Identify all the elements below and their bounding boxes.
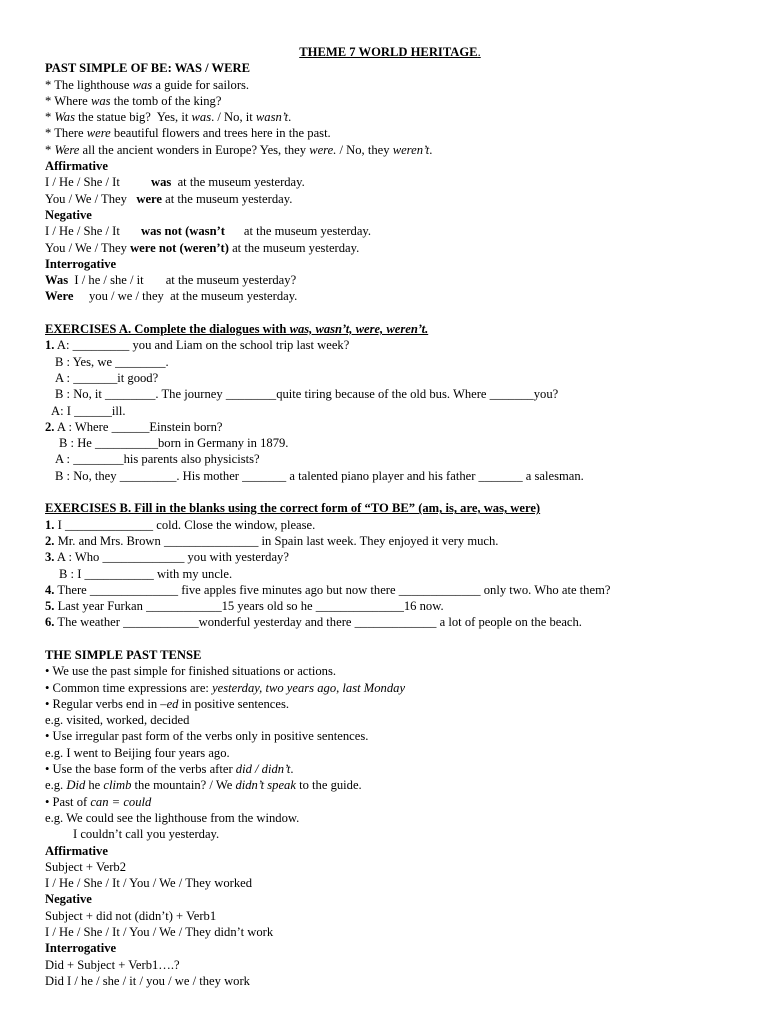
exercise-a-line: [45, 419, 735, 435]
be-text: *: [45, 110, 55, 125]
item-text: B : No, they _________. His mother _______ a talented piano player and his father _______ a salesman.: [55, 468, 584, 483]
be-text: all the ancient wonders in Europe? Yes, they: [79, 142, 310, 157]
italic-term: yesterday, two years ago: [212, 680, 337, 695]
item-text: I ______________ cold. Close the window, please.: [54, 517, 316, 532]
item-text: A : Where ______Einstein born?: [54, 419, 223, 434]
sp-text: e.g. visited, worked, decided: [45, 713, 190, 728]
be-text: * There: [45, 126, 87, 141]
item-number: 1.: [45, 517, 55, 532]
exercise-a-line: [45, 435, 735, 451]
simple-past-line: [45, 728, 735, 744]
item-text: Last year Furkan ____________15 years old so he ______________16 now.: [54, 599, 444, 614]
item-number: 4.: [45, 582, 55, 597]
exercise-a-heading: EXERCISES A. Complete the dialogues with was, wasn’t, were, weren’t.: [45, 322, 429, 337]
exercise-a-lines: [45, 337, 735, 484]
be-neg-line: I / He / She / It was not (wasn’t at the museum yesterday.: [45, 224, 372, 239]
exercise-b-line: [45, 566, 735, 582]
sp-neg-formula: Subject + did not (didn’t) + Verb1: [45, 908, 217, 923]
sp-text: the mountain? / We: [131, 778, 236, 793]
sp-interrogative-label: Interrogative: [45, 941, 117, 956]
be-neg-line: You / We / They were not (weren’t) at the museum yesterday.: [45, 240, 360, 255]
sp-aff-example: I / He / She / It / You / We / They worked: [45, 876, 253, 891]
item-number: 6.: [45, 615, 55, 630]
sp-text: he: [85, 778, 104, 793]
exercise-b-line: [45, 582, 735, 598]
be-negative-label: Negative: [45, 207, 92, 222]
sp-text: • Past of: [45, 794, 91, 809]
be-interrogative-label: Interrogative: [45, 256, 117, 271]
be-int-line: Was I / he / she / it at the museum yesterday?: [45, 273, 297, 288]
be-example-line: [45, 142, 735, 158]
sp-int-example: Did I / he / she / it / you / we / they work: [45, 973, 250, 988]
be-heading: PAST SIMPLE OF BE: WAS / WERE: [45, 61, 251, 76]
sp-text: • We use the past simple for finished situations or actions.: [45, 664, 337, 679]
item-text: The weather ____________wonderful yesterday and there _____________ a lot of people on the beach.: [54, 615, 582, 630]
exercise-b-heading: EXERCISES B. Fill in the blanks using the correct form of “TO BE” (am, is, are, was, were): [45, 501, 541, 516]
sp-text: ,: [336, 680, 343, 695]
italic-term: didn’t speak: [235, 778, 296, 793]
item-text: A : ________his parents also physicists?: [55, 452, 260, 467]
italic-term: –ed: [160, 696, 179, 711]
simple-past-line: [45, 794, 735, 810]
item-text: A : _______it good?: [55, 370, 159, 385]
be-text: * Where: [45, 93, 91, 108]
exercise-a-line: [45, 370, 735, 386]
exercise-b-line: [45, 533, 735, 549]
be-example-line: [45, 109, 735, 125]
item-text: B : He __________born in Germany in 1879.: [59, 436, 289, 451]
exercise-a-line: [45, 468, 735, 484]
simple-past-heading: THE SIMPLE PAST TENSE: [45, 647, 202, 662]
be-form: wasn’t: [255, 110, 289, 125]
italic-term: did / didn’t: [235, 762, 291, 777]
be-text: beautiful flowers and trees here in the past.: [110, 126, 331, 141]
be-example-line: [45, 93, 735, 109]
sp-text: .: [290, 762, 294, 777]
sp-text: to the guide.: [295, 778, 362, 793]
exercise-b-line: [45, 598, 735, 614]
simple-past-line: [45, 745, 735, 761]
item-text: B : I ___________ with my uncle.: [59, 566, 233, 581]
be-aff-line: I / He / She / It was at the museum yesterday.: [45, 175, 305, 190]
exercise-a-line: [45, 354, 735, 370]
sp-text: • Common time expressions are:: [45, 680, 213, 695]
be-text: *: [45, 142, 55, 157]
item-text: B : Yes, we ________.: [55, 354, 169, 369]
be-form: was: [132, 77, 153, 92]
be-text: a guide for sailors.: [152, 77, 250, 92]
be-form: were.: [309, 142, 337, 157]
item-text: A: I ______ill.: [51, 403, 126, 418]
be-form: was: [90, 93, 111, 108]
sp-text: e.g. We could see the lighthouse from the window.: [45, 810, 300, 825]
exercise-a-line: [45, 451, 735, 467]
be-example-line: [45, 125, 735, 141]
simple-past-line: [45, 696, 735, 712]
exercise-a-line: [45, 403, 735, 419]
sp-text: • Regular verbs end in: [45, 696, 161, 711]
sp-text: • Use the base form of the verbs after: [45, 762, 236, 777]
sp-text: e.g. I went to Beijing four years ago.: [45, 745, 230, 760]
be-text: .: [429, 142, 433, 157]
item-text: Mr. and Mrs. Brown _______________ in Spain last week. They enjoyed it very much.: [54, 533, 499, 548]
simple-past-lines: [45, 663, 735, 826]
be-form: Were: [54, 142, 80, 157]
be-text: .: [288, 110, 292, 125]
simple-past-line: [45, 761, 735, 777]
sp-negative-label: Negative: [45, 892, 92, 907]
simple-past-extra-example: I couldn’t call you yesterday.: [73, 827, 220, 842]
be-affirmative-label: Affirmative: [45, 159, 108, 174]
simple-past-line: [45, 777, 735, 793]
be-text: . / No, it: [211, 110, 256, 125]
italic-term: Did: [66, 778, 86, 793]
be-aff-line: You / We / They were at the museum yesterday.: [45, 191, 293, 206]
simple-past-line: [45, 680, 735, 696]
sp-neg-example: I / He / She / It / You / We / They didn’t work: [45, 925, 274, 940]
sp-affirmative-label: Affirmative: [45, 843, 108, 858]
item-text: There ______________ five apples five minutes ago but now there _____________ only two. Who ate them?: [54, 582, 611, 597]
item-number: 2.: [45, 533, 55, 548]
simple-past-line: [45, 663, 735, 679]
be-text: the statue big? Yes, it: [75, 110, 192, 125]
exercise-a-line: [45, 386, 735, 402]
item-number: 2.: [45, 419, 55, 434]
be-examples: [45, 77, 735, 158]
sp-int-formula: Did + Subject + Verb1….?: [45, 957, 180, 972]
sp-text: e.g.: [45, 778, 67, 793]
be-form: weren’t: [392, 142, 430, 157]
be-example-line: [45, 77, 735, 93]
sp-text: • Use irregular past form of the verbs only in positive sentences.: [45, 729, 369, 744]
simple-past-line: [45, 810, 735, 826]
item-text: A : Who _____________ you with yesterday?: [54, 550, 289, 565]
be-text: / No, they: [336, 142, 393, 157]
exercise-b-line: [45, 549, 735, 565]
be-form: Was: [54, 110, 75, 125]
item-text: B : No, it ________. The journey ________quite tiring because of the old bus. Where _______you?: [55, 387, 559, 402]
be-int-line: Were you / we / they at the museum yesterday.: [45, 289, 298, 304]
italic-term: climb: [103, 778, 132, 793]
sp-text: in positive sentences.: [178, 696, 289, 711]
be-text: * The lighthouse: [45, 77, 133, 92]
item-number: 1.: [45, 338, 55, 353]
exercise-b-line: [45, 614, 735, 630]
item-number: 3.: [45, 550, 55, 565]
item-text: A: _________ you and Liam on the school trip last week?: [54, 338, 350, 353]
exercise-b-lines: [45, 517, 735, 631]
italic-term: can = could: [90, 794, 152, 809]
simple-past-line: [45, 712, 735, 728]
exercise-b-line: [45, 517, 735, 533]
be-form: were: [86, 126, 111, 141]
italic-term: last Monday: [342, 680, 406, 695]
be-form: was: [191, 110, 212, 125]
item-number: 5.: [45, 599, 55, 614]
be-text: the tomb of the king?: [110, 93, 222, 108]
exercise-a-line: [45, 337, 735, 353]
sp-aff-formula: Subject + Verb2: [45, 859, 127, 874]
worksheet: [45, 44, 735, 989]
page-title: THEME 7 WORLD HERITAGE.: [299, 45, 481, 59]
